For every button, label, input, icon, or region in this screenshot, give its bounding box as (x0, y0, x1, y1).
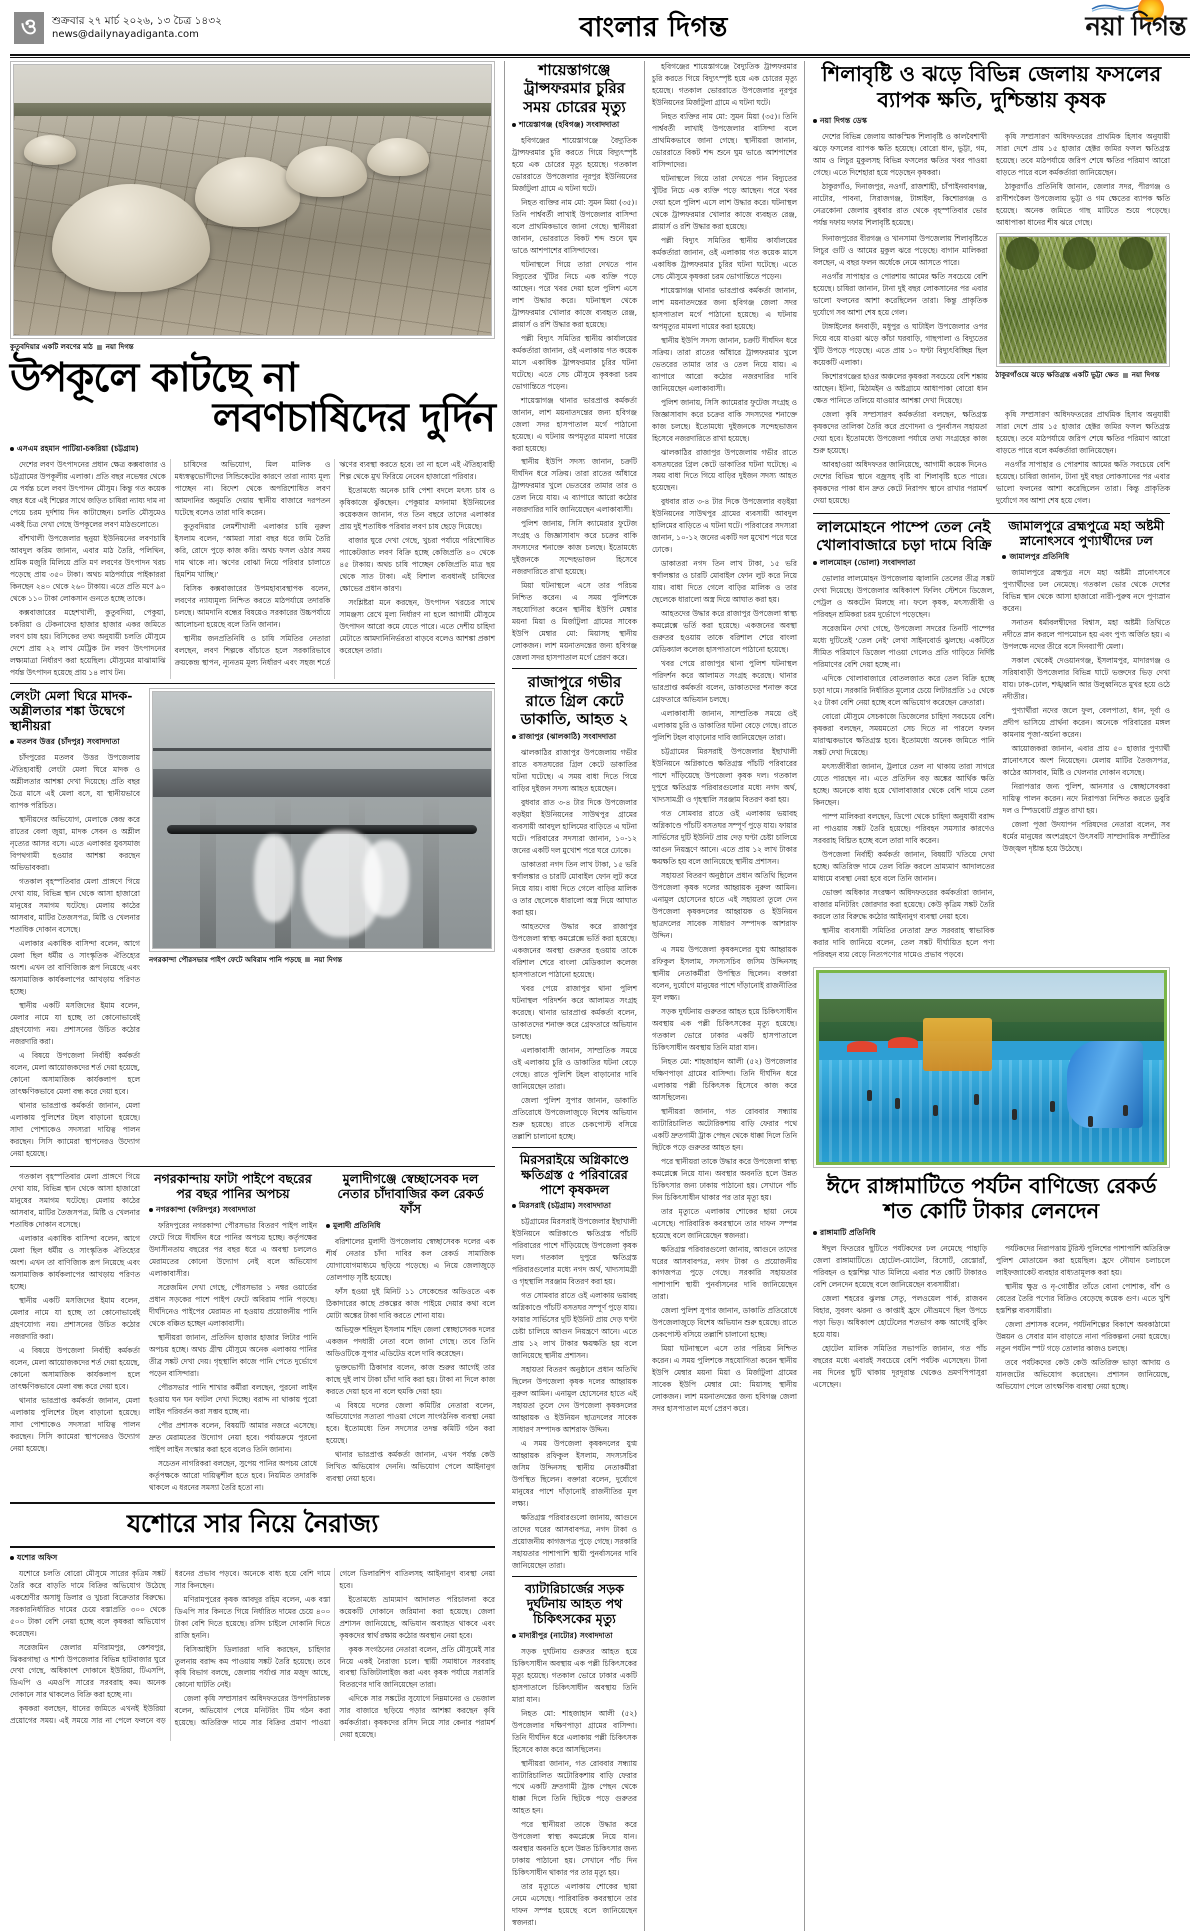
bullet-icon (512, 1634, 516, 1638)
paper-name: নয়া দিগন্ত (1085, 12, 1186, 42)
bullet-icon (10, 1556, 14, 1560)
photo-water-slide (1067, 1041, 1143, 1128)
photo-play-structure (923, 1018, 992, 1071)
paragraph: বরিশালের মুলাদী উপজেলায় স্বেচ্ছাসেবক দলের এক শীর্ষ নেতার চাঁদা দাবির কল রেকর্ড সামাজিক যোগাযোগমাধ্যমে ছড়িয়ে পড়েছে। এ নিয়ে জেলাজুড়ে তোলপাড় সৃষ্টি হয়েছে। (326, 1236, 495, 1282)
lalmohan-story (813, 518, 994, 963)
paragraph: পরে স্থানীয়রা তাকে উদ্ধার করে উপজেলা স্বাস্থ্য কমপ্লেক্সে নিয়ে যান। অবস্থার অবনতি হলে উন্নত চিকিৎসার জন্য ঢাকায় পাঠানো হয়। সেখানে পাঁচ দিন চিকিৎসাধীন থাকার পর তার মৃত্যু হয়। (652, 1156, 797, 1202)
caption-text: কুতুবদিয়ার একটি লবণের মাঠ (10, 343, 93, 351)
paragraph: বিসিআইসি ডিলাররা দাবি করছেন, চাহিদার তুলনায় বরাদ্দ কম পাওয়ায় সঙ্কট তৈরি হয়েছে। তবে কৃষি বিভাগ বলছে, জেলায় পর্যাপ্ত সার মজুদ আছে, কোনো ঘাটতি নেই। (174, 1644, 331, 1690)
paragraph: ক্ষতিগ্রস্ত পরিবারগুলো জানায়, আগুনে তাদের ঘরের আসবাবপত্র, নগদ টাকা ও প্রয়োজনীয় কাগজপত্র পুড়ে গেছে। সরকারি সহায়তার পাশাপাশি স্থায়ী পুনর্বাসনের দাবি জানিয়েছেন তারা। (512, 1512, 637, 1570)
bridge-photo-frame (149, 688, 495, 952)
paragraph: সচেতন নাগরিকরা বলছেন, সুপেয় পানির অপচয় রোধে কর্তৃপক্ষকে আরো দায়িত্বশীল হতে হবে। নিয়মিত তদারকি থাকলে এ ধরনের সমস্যা তৈরি হতো না। (149, 1459, 317, 1493)
paragraph: ঠাকুরগাঁও, দিনাজপুর, নওগাঁ, রাজশাহী, চাঁপাইনবাবগঞ্জ, নাটোর, পাবনা, সিরাজগঞ্জ, টাঙ্গাইল, কিশোরগঞ্জ ও নেত্রকোনা জেলায় বুধবার রাত থেকে বৃহস্পতিবার ভোর পর্যন্ত দফায় দফায় শিলাবৃষ্টি হয়েছে। (813, 182, 987, 228)
shayestaganj-headline: শায়েস্তাগঞ্জে ট্রান্সফরমার চুরির সময় চোরের মৃত্যু (523, 61, 626, 116)
paragraph: জামালপুরে ব্রহ্মপুত্র নদে মহা অষ্টমী স্নানোৎসবে পুণ্যার্থীদের ঢল নেমেছে। গতকাল ভোর থেকে দেশের বিভিন্ন স্থান থেকে আসা হাজারো নারী-পুরুষ নদে পুণ্যস্নান করেন। (1002, 568, 1170, 614)
rajapur-dateline (512, 731, 637, 744)
bullet-icon (813, 119, 817, 123)
hailstorm-body-bottom (813, 409, 1170, 509)
caption-credit: নয়া দিগন্ত (1131, 371, 1160, 380)
paragraph: তবে পর্যটকদের কেউ কেউ অতিরিক্ত ভাড়া আদায় ও যানজটের অভিযোগ করেছেন। প্রশাসন জানিয়েছে, অভিযোগ পেলে তাৎক্ষণিক ব্যবস্থা নেয়া হচ্ছে। (996, 1357, 1170, 1391)
paragraph: স্থানীয় একটি মসজিদের ইমাম বলেন, মেলার নামে যা হচ্ছে তা কোনোভাবেই গ্রহণযোগ্য নয়। প্রশাসনের উচিত কঠোর নজরদারি করা। (10, 1001, 140, 1047)
water-pipe-photo (152, 691, 492, 949)
paragraph: নওগাঁর সাপাহার ও পোরশায় আমের ক্ষতি সবচেয়ে বেশি হয়েছে। চাষিরা জানান, টানা দুই বছর লোকসানের পর এবার ভালো ফলনের আশা করেছিলেন তারা। কিন্তু প্রাকৃতিক দুর্যোগে সব আশা শেষ হয়ে গেল। (813, 272, 988, 317)
paragraph: পল্লী বিদ্যুৎ সমিতির স্থানীয় কার্যালয়ের কর্মকর্তারা জানান, ওই এলাকায় গত কয়েক মাসে একাধিক ট্রান্সফরমার চুরির ঘটনা ঘটেছে। এতে সেচ মৌসুমে কৃষকরা চরম ভোগান্তিতে পড়েন। (652, 235, 797, 281)
paragraph: চাষিদের অভিযোগ, মিল মালিক ও মধ্যস্বত্বভোগীদের সিন্ডিকেটের কারণে তারা ন্যায্য মূল্য পাচ্ছেন না। বিদেশ থেকে অপরিশোধিত লবণ আমদানির অনুমতি দেয়ায় স্থানীয় বাজারে দরপতন ঘটেছে বলেও তারা দাবি করেন। (174, 460, 331, 517)
mirsarai-headline: মিরসরাইয়ে অগ্নিকাণ্ডে ক্ষতিগ্রস্ত ৫ পরিবারের পাশে কৃষকদল (519, 1151, 630, 1198)
paragraph: ভোক্তা অধিকার সংরক্ষণ অধিদফতরের কর্মকর্তারা জানান, বাজার মনিটরিং জোরদার করা হয়েছে। কেউ কৃত্রিম সঙ্কট তৈরি করলে তার বিরুদ্ধে কঠোর আইনানুগ ব্যবস্থা নেয়া হবে। (813, 887, 995, 921)
paragraph: মণিরামপুরের কৃষক আবদুর রহিম বলেন, এক বস্তা ডিএপি সার কিনতে গিয়ে নির্ধারিত দামের চেয়ে ৪০০ টাকা বেশি দিতে হয়েছে। রসিদ চাইলে দোকানি দিতে রাজি হননি। (174, 1594, 331, 1640)
paragraph: পল্লী বিদ্যুৎ সমিতির স্থানীয় কার্যালয়ের কর্মকর্তারা জানান, ওই এলাকায় গত কয়েক মাসে একাধিক ট্রান্সফরমার চুরির ঘটনা ঘটেছে। এতে সেচ মৌসুমে কৃষকরা চরম ভোগান্তিতে পড়েন। (512, 333, 637, 391)
lalmohan-headline: লালমোহনে পাম্পে তেল নেই খোলাবাজারে চড়া দামে বিক্রি (816, 517, 992, 555)
paragraph: স্থানীয় ক্ষুদ্র ও নৃ-গোষ্ঠীর তাঁতে বোনা পোশাক, বাঁশ ও বেতের তৈরি পণ্যের বিক্রিও বেড়েছে কয়েক গুণ। এতে খুশি হস্তশিল্প ব্যবসায়ীরা। (996, 1282, 1170, 1315)
bullet-icon (149, 1208, 153, 1212)
rangamati-tourism-photo (816, 970, 1167, 1165)
paragraph: কৃষি সম্প্রসারণ অধিদফতরের প্রাথমিক হিসাব অনুযায়ী সারা দেশে প্রায় ১৫ হাজার হেক্টর জমির ফসল ক্ষতিগ্রস্ত হয়েছে। তবে মাঠপর্যায়ে জরিপ শেষে ক্ষতির পরিমাণ আরো বাড়তে পারে বলে কর্মকর্তারা জানিয়েছেন। (996, 409, 1170, 455)
paragraph: টাঙ্গাইলের ধনবাড়ী, মধুপুর ও ঘাটাইল উপজেলার ওপর দিয়ে বয়ে যাওয়া ঝড়ে কাঁচা ঘরবাড়ি, গাছপালা ও বিদ্যুতের খুঁটি উপড়ে পড়েছে। এতে প্রায় ১০ ঘণ্টা বিদ্যুৎবিচ্ছিন্ন ছিল কয়েকটি এলাকা। (813, 321, 988, 367)
photo-water-pipe (167, 825, 478, 834)
paragraph: এ সময় উপজেলা কৃষকদলের যুগ্ম আহ্বায়ক রফিকুল ইসলাম, সদস্যসচিব জসিম উদ্দিনসহ স্থানীয় নেতাকর্মীরা উপস্থিত ছিলেন। বক্তারা বলেন, দুর্যোগে মানুষের পাশে দাঁড়ানোই রাজনীতির মূল লক্ষ্য। (652, 944, 797, 1002)
paragraph: স্থানীয় ইউপি সদস্য জানান, চক্রটি দীর্ঘদিন ধরে সক্রিয়। তারা রাতের আঁধারে ট্রান্সফরমার খুলে ভেতরের তামার তার ও তেল নিয়ে যায়। এ ব্যাপারে আরো কঠোর নজরদারির দাবি জানিয়েছেন এলাকাবাসী। (652, 335, 797, 393)
paragraph: ঠাকুরগাঁও প্রতিনিধি জানান, জেলার সদর, পীরগঞ্জ ও রাণীশংকৈল উপজেলায় ভুট্টা ও গম ক্ষেতের ব্যাপক ক্ষতি হয়েছে। অনেক জমিতে গাছ মাটিতে শুয়ে পড়েছে। আধাপাকা ধানের শীষ ঝরে গেছে। (996, 182, 1170, 228)
bullet-icon (326, 1224, 330, 1228)
nagarkanda-dateline (149, 1204, 317, 1217)
battery-accident-dateline (512, 1630, 637, 1643)
muladi-body (326, 1236, 495, 1486)
paragraph: জেলা কৃষি সম্প্রসারণ অধিদফতরের উপপরিচালক বলেন, অভিযোগ পেয়ে মনিটরিং টিম গঠন করা হয়েছে। অতিরিক্ত দামে সার বিক্রির প্রমাণ পাওয়া গেলে ডিলারশিপ বাতিলসহ আইনানুগ ব্যবস্থা নেয়া হবে। (174, 1568, 495, 1728)
paragraph: থানার ভারপ্রাপ্ত কর্মকর্তা জানান, মেলা এলাকায় পুলিশের টহল বাড়ানো হয়েছে। সাদা পোশাকেও সদস্যরা দায়িত্ব পালন করছেন। সিসি ক্যামেরা স্থাপনেরও উদ্যোগ নেয়া হয়েছে। (10, 1395, 140, 1453)
photo-person (1012, 1109, 1017, 1120)
paragraph: খবর পেয়ে রাজাপুর থানা পুলিশ ঘটনাস্থল পরিদর্শন করে আলামত সংগ্রহ করেছে। থানার ভারপ্রাপ্ত কর্মকর্তা বলেন, ডাকাতদের শনাক্ত করে গ্রেফতারে অভিযান চলছে। (512, 983, 637, 1041)
hailstorm-headline-line1: শিলাবৃষ্টি ও ঝড়ে বিভিন্ন জেলায় ফসলের (821, 61, 1162, 86)
shayestaganj-body (512, 135, 637, 664)
paragraph: এ বিষয়ে দলের জেলা কমিটির নেতারা বলেন, অভিযোগের সত্যতা পাওয়া গেলে সাংগঠনিক ব্যবস্থা নেয়া হবে। ইতোমধ্যে তিন সদস্যের তদন্ত কমিটি গঠন করা হয়েছে। (326, 1400, 495, 1446)
lead-photo-caption (10, 341, 495, 353)
photo-water-spray (363, 840, 409, 917)
paragraph: বোরো মৌসুমে সেচকাজে ডিজেলের চাহিদা সবচেয়ে বেশি। কৃষকরা বলছেন, সময়মতো সেচ দিতে না পারলে ফলন মারাত্মকভাবে ক্ষতিগ্রস্ত হবে। ইতোমধ্যে অনেক জমিতে পানি সঙ্কট দেখা দিয়েছে। (813, 712, 995, 758)
caption-text: ঠাকুরগাঁওয়ে ঝড়ে ক্ষতিগ্রস্ত একটি ভুট্টা ক্ষেত (995, 371, 1119, 380)
paragraph: স্থানীয় জনপ্রতিনিধি ও চাষি সমিতির নেতারা বলছেন, লবণ শিল্পকে বাঁচাতে হলে সরকারিভাবে ক্রয়কেন্দ্র স্থাপন, ন্যূনতম মূল্য নির্ধারণ এবং সহজ শর্তে ঋণের ব্যবস্থা করতে হবে। তা না হলে এই ঐতিহ্যবাহী শিল্প থেকে মুখ ফিরিয়ে নেবেন হাজারো পরিবার। (174, 460, 495, 667)
paragraph: আহতদের উদ্ধার করে রাজাপুর উপজেলা স্বাস্থ্য কমপ্লেক্সে ভর্তি করা হয়েছে। একজনের অবস্থা গুরুতর হওয়ায় তাকে বরিশাল শেরে বাংলা মেডিক্যাল কলেজ হাসপাতালে পাঠানো হয়েছে। (652, 609, 797, 655)
photo-person (895, 1098, 900, 1109)
paragraph: নিহত মো: শাহজাহান আলী (৫২) উপজেলার দক্ষিণপাড়া গ্রামের বাসিন্দা। তিনি দীর্ঘদিন ধরে এলাকায় পল্লী চিকিৎসক হিসেবে কাজ করে আসছিলেন। (512, 1708, 637, 1754)
paragraph: স্থানীয়রা জানান, প্রতিদিন হাজার হাজার লিটার পানি অপচয় হচ্ছে। অথচ গ্রীষ্ম মৌসুমে অনেক এলাকায় পানির তীব্র সঙ্কট দেখা দেয়। গৃহস্থালি কাজে পানি পেতে দুর্ভোগে পড়েন বাসিন্দারা। (149, 1333, 317, 1379)
paragraph: ঘটনাস্থলে গিয়ে তারা দেখতে পান বিদ্যুতের খুঁটির নিচে এক ব্যক্তি পড়ে আছেন। পরে খবর দেয়া হলে পুলিশ এসে লাশ উদ্ধার করে। ঘটনাস্থল থেকে ট্রান্সফরমার খোলার কাজে ব্যবহৃত রেঞ্জ, প্লায়ার্স ও রশি উদ্ধার করা হয়েছে। (512, 259, 637, 329)
paragraph: বাজার ঘুরে দেখা গেছে, খুচরা পর্যায়ে পরিশোধিত প্যাকেটজাত লবণ বিক্রি হচ্ছে কেজিপ্রতি ৪০ থেকে ৪৫ টাকায়। অথচ চাষি পাচ্ছেন কেজিপ্রতি মাত্র ছয় থেকে সাত টাকা। এই বিশাল ব্যবধানই চাষিদের ক্ষোভের প্রধান কারণ। (339, 535, 495, 593)
paragraph: ঘটনাস্থলে গিয়ে তারা দেখতে পান বিদ্যুতের খুঁটির নিচে এক ব্যক্তি পড়ে আছেন। পরে খবর দেয়া হলে পুলিশ এসে লাশ উদ্ধার করে। ঘটনাস্থল থেকে ট্রান্সফরমার খোলার কাজে ব্যবহৃত রেঞ্জ, প্লায়ার্স ও রশি উদ্ধার করা হয়েছে। (652, 173, 797, 231)
paragraph: মৎস্যজীবীরা জানান, ট্রলারে তেল না থাকায় তারা সাগরে যেতে পারছেন না। এতে প্রতিদিন বড় অঙ্কের আর্থিক ক্ষতি হচ্ছে। অনেকে বাধ্য হয়ে খোলাবাজার থেকে বেশি দামে তেল কিনছেন। (813, 762, 995, 808)
paragraph: ফাঁস হওয়া দুই মিনিট ১১ সেকেন্ডের অডিওতে এক ঠিকাদারের কাছে প্রকল্পের কাজ পাইয়ে দেয়ার কথা বলে মোটা অঙ্কের টাকা দাবি করতে শোনা যায়। (326, 1286, 495, 1320)
lead-body (10, 459, 495, 679)
paragraph: মিয়া ঘটনাস্থলে এসে তার পরিচয় নিশ্চিত করেন। এ সময় পুলিশকে সহযোগিতা করেন স্থানীয় ইউপি মেম্বার ময়না মিয়া ও মির্জাটুলা গ্রামের সাবেক ইউপি মেম্বার মো: মিয়াসহ স্থানীয় লোকজন। লাশ ময়নাতদন্তের জন্য হবিগঞ্জ জেলা সদর হাসপাতাল মর্গে প্রেরণ করে। (652, 1344, 797, 1414)
paragraph: দিনাজপুরের বীরগঞ্জ ও খানসামা উপজেলায় শিলাবৃষ্টিতে লিচুর গুটি ও আমের মুকুল ঝরে পড়েছে। বাগান মালিকরা বলছেন, এ বছর ফলন অর্ধেকে নেমে আসতে পারে। (813, 234, 988, 268)
photo-umbrella (847, 1041, 877, 1052)
divider (512, 668, 637, 669)
paragraph: ডাকাতরা নগদ তিন লাখ টাকা, ১৫ ভরি স্বর্ণালঙ্কার ও চারটি মোবাইল ফোন লুট করে নিয়ে যায়। বাধা দিতে গেলে বাড়ির মালিক ও তার ছেলেকে ধারালো অস্ত্র দিয়ে আঘাত করা হয়। (512, 859, 637, 917)
dateline-text: রাজাপুর (ঝালকাঠি) সংবাদদাতা (519, 732, 617, 742)
dateline-text: শায়েস্তাগঞ্জ (হবিগঞ্জ) সংবাদদাতা (519, 119, 620, 129)
jashore-headline: যশোরে সার নিয়ে নৈরাজ্য (126, 1509, 379, 1539)
paragraph: পৌরসভার পানি শাখার কর্মীরা বলছেন, পুরনো লাইন হওয়ায় ঘন ঘন ফাটল দেখা দিচ্ছে। বরাদ্দ না থাকায় পুরো লাইন পরিবর্তন করা সম্ভব হচ্ছে না। (149, 1383, 317, 1417)
paragraph: বুধবার রাত ৩-৪ টার দিকে উপজেলার বড়ইয়া ইউনিয়নের সাউথপুর গ্রামের ব্যবসায়ী আবদুল হালিমের বাড়িতে এ ঘটনা ঘটে। পরিবারের সদস্যরা জানান, ১০-১২ জনের একটি দল মুখোশ পরে ঘরে ঢোকে। (512, 798, 637, 855)
hailstorm-photo-row (813, 233, 1170, 409)
lead-photo-salt-field (13, 64, 492, 336)
right-two-story-row (813, 518, 1170, 963)
mirsarai-dateline (512, 1200, 637, 1213)
photo-tree (1119, 237, 1152, 270)
paragraph: সরেজমিন দেখা গেছে, পৌরসভার ১ নম্বর ওয়ার্ডের প্রধান সড়কের পাশে পাইপ ফেটে অবিরাম পানি পড়ছে। দীর্ঘদিনেও পাইপের মেরামত না হওয়ায় প্রয়োজনীয় পানি থেকে বঞ্চিত হচ্ছেন এলাকাবাসী। (149, 1283, 317, 1329)
lead-headline-line1: উপকূলে কাটছে না (10, 354, 298, 401)
paragraph: আবহাওয়া অধিদফতর জানিয়েছে, আগামী কয়েক দিনেও দেশের বিভিন্ন স্থানে বজ্রসহ বৃষ্টি বা শিলাবৃষ্টি হতে পারে। কৃষকদের পাকা ধান দ্রুত কেটে নিরাপদ স্থানে রাখার পরামর্শ দেয়া হয়েছে। (813, 459, 987, 505)
paragraph: ভুক্তভোগী ঠিকাদার বলেন, কাজ শুরুর আগেই তার কাছে দুই লাখ টাকা চাঁদা দাবি করা হয়। টাকা না দিলে কাজ করতে দেয়া হবে না বলে হুমকি দেয়া হয়। (326, 1362, 495, 1396)
paragraph: ফরিদপুরের নগরকান্দা পৌরসভার বিতরণ পাইপ লাইন ফেটে গিয়ে দীর্ঘদিন ধরে পানির অপচয় হচ্ছে। কর্তৃপক্ষের উদাসীনতায় বছরের পর বছর ধরে এ অবস্থা চললেও মেরামতের কোনো উদ্যোগ নেই বলে অভিযোগ এলাকাবাসীর। (149, 1221, 317, 1279)
paragraph: পুলিশ জানায়, সিসি ক্যামেরার ফুটেজ সংগ্রহ ও জিজ্ঞাসাবাদ করে চক্রের বাকি সদস্যদের শনাক্তে কাজ চলছে। ইতোমধ্যে দুইজনকে সন্দেহভাজন হিসেবে নজরদারিতে রাখা হয়েছে। (652, 397, 797, 443)
salt-mound (286, 146, 367, 197)
paragraph: তার মৃত্যুতে এলাকায় শোকের ছায়া নেমে এসেছে। পারিবারিক কবরস্থানে তার দাফন সম্পন্ন হয়েছে বলে জানিয়েছেন স্বজনরা। (652, 1206, 797, 1240)
battery-accident-body (512, 1646, 637, 1930)
masthead (10, 0, 1190, 52)
photo-person (1050, 1101, 1055, 1112)
paragraph: ক্ষতিগ্রস্ত পরিবারগুলো জানায়, আগুনে তাদের ঘরের আসবাবপত্র, নগদ টাকা ও প্রয়োজনীয় কাগজপত্র পুড়ে গেছে। সরকারি সহায়তার পাশাপাশি স্থায়ী পুনর্বাসনের দাবি জানিয়েছেন তারা। (652, 1244, 797, 1302)
divider (10, 1166, 495, 1167)
caption-credit: নয়া দিগন্ত (105, 343, 134, 351)
paragraph: স্থানীয় ইউপি সদস্য জানান, চক্রটি দীর্ঘদিন ধরে সক্রিয়। তারা রাতের আঁধারে ট্রান্সফরমার খুলে ভেতরের তামার তার ও তেল নিয়ে যায়। এ ব্যাপারে আরো কঠোর নজরদারির দাবি জানিয়েছেন এলাকাবাসী। (512, 457, 637, 515)
pool-photo-frame (813, 967, 1170, 1168)
bullet-icon (512, 735, 516, 739)
paragraph: ডাকাতরা নগদ তিন লাখ টাকা, ১৫ ভরি স্বর্ণালঙ্কার ও চারটি মোবাইল ফোন লুট করে নিয়ে যায়। বাধা দিতে গেলে বাড়ির মালিক ও তার ছেলেকে ধারালো অস্ত্র দিয়ে আঘাত করা হয়। (652, 559, 797, 605)
photo-umbrella (888, 1037, 918, 1048)
paragraph: স্থানীয়দের অভিযোগ, মেলাকে কেন্দ্র করে রাতের বেলা জুয়া, মাদক সেবন ও অশ্লীল নৃত্যের আসর বসে। এতে এলাকার যুবসমাজ বিপথগামী হওয়ার আশঙ্কা করছেন অভিভাবকরা। (10, 815, 140, 873)
paragraph: গত সোমবার রাতে ওই এলাকায় ভয়াবহ অগ্নিকাণ্ডে পাঁচটি বসতঘর সম্পূর্ণ পুড়ে যায়। ফায়ার সার্ভিসের দুটি ইউনিট প্রায় দেড় ঘণ্টা চেষ্টা চালিয়ে আগুন নিয়ন্ত্রণে আনে। এতে প্রায় ১২ লাখ টাকার ক্ষয়ক্ষতি হয় বলে জানিয়েছে স্থানীয় প্রশাসন। (512, 1291, 637, 1361)
paragraph: সনাতন ধর্মাবলম্বীদের বিশ্বাস, মহা অষ্টমী তিথিতে নদীতে স্নান করলে পাপমোচন হয় এবং পুণ্য অর্জিত হয়। এ উপলক্ষে নদের তীরে বসে দিনব্যাপী মেলা। (1002, 618, 1170, 652)
caption-text: নগরকান্দা পৌরসভার পাইপ ফেটে অবিরাম পানি পড়ছে (149, 955, 302, 964)
paragraph: এলাকাবাসী জানান, সাম্প্রতিক সময়ে ওই এলাকায় চুরি ও ডাকাতির ঘটনা বেড়ে গেছে। রাতে পুলিশি টহল বাড়ানোর দাবি জানিয়েছেন তারা। (652, 709, 797, 743)
caption-separator-icon (1123, 373, 1128, 378)
mirsarai-body (512, 1216, 637, 1572)
divider (512, 1576, 637, 1577)
photo-tree (1063, 237, 1096, 270)
rangamati-headline-line2: শত কোটি টাকার লেনদেন (883, 1198, 1100, 1224)
paragraph: সরেজমিন জেলার মণিরামপুর, কেশবপুর, ঝিকরগাছা ও শার্শা উপজেলার বিভিন্ন হাটবাজার ঘুরে দেখা গেছে, অধিকাংশ দোকানে ইউরিয়া, টিএসপি, ডিএপি ও এমওপি সারের সরবরাহ কম। অনেক দোকানে সার থাকলেও বিক্রি করা হচ্ছে না। (10, 1642, 166, 1700)
nagarkanda-story (149, 1171, 317, 1496)
paragraph: গত সোমবার রাতে ওই এলাকায় ভয়াবহ অগ্নিকাণ্ডে পাঁচটি বসতঘর সম্পূর্ণ পুড়ে যায়। ফায়ার সার্ভিসের দুটি ইউনিট প্রায় দেড় ঘণ্টা চেষ্টা চালিয়ে আগুন নিয়ন্ত্রণে আনে। এতে প্রায় ১২ লাখ টাকার ক্ষয়ক্ষতি হয় বলে জানিয়েছে স্থানীয় প্রশাসন। (652, 809, 797, 866)
paragraph: পৌর প্রশাসক বলেন, বিষয়টি আমার নজরে এসেছে। দ্রুত মেরামতের উদ্যোগ নেয়া হবে। পর্যায়ক্রমে পুরনো পাইপ লাইন সংস্কার করা হবে বলেও তিনি জানান। (149, 1421, 317, 1455)
paragraph: জেলা পুলিশ সুপার জানান, ডাকাতি প্রতিরোধে উপজেলাজুড়ে বিশেষ অভিযান শুরু হয়েছে। রাতে চেকপোস্ট বসিয়ে তল্লাশি চালানো হচ্ছে। (652, 1306, 797, 1340)
paragraph: গতকাল বৃহস্পতিবার মেলা প্রাঙ্গণে গিয়ে দেখা যায়, বিভিন্ন স্থান থেকে আসা হাজারো মানুষের সমাগম ঘটেছে। মেলায় কাঠের আসবাব, মাটির তৈজসপত্র, মিষ্টি ও খেলনার শতাধিক দোকান বসেছে। (10, 1171, 140, 1229)
dateline-text: যশোর অফিস (17, 1552, 58, 1562)
paragraph: যশোরে চলতি বোরো মৌসুমে সারের কৃত্রিম সঙ্কট তৈরি করে বাড়তি দামে বিক্রির অভিযোগ উঠেছে একশ্রেণীর অসাধু ডিলার ও খুচরা বিক্রেতার বিরুদ্ধে। সরকারনির্ধারিত দামের চেয়ে বস্তাপ্রতি ৩০০ থেকে ৫০০ টাকা বেশি নেয়া হচ্ছে বলে কৃষকরা অভিযোগ করেছেন। (10, 1568, 166, 1638)
paragraph: ইতোমধ্যে ভ্রাম্যমাণ আদালত পরিচালনা করে কয়েকটি দোকানে জরিমানা করা হয়েছে। জেলা প্রশাসন জানিয়েছে, অভিযান অব্যাহত থাকবে এবং কৃষকদের স্বার্থ রক্ষায় কঠোর অবস্থান নেয়া হবে। (339, 1594, 495, 1640)
photo-tree (1006, 237, 1039, 270)
paragraph: চট্টগ্রামের মিরসরাই উপজেলার ইছাখালী ইউনিয়নে অগ্নিকাণ্ডে ক্ষতিগ্রস্ত পাঁচটি পরিবারের পাশে দাঁড়িয়েছে উপজেলা কৃষক দল। গতকাল দুপুরে ক্ষতিগ্রস্ত পরিবারগুলোর মধ্যে নগদ অর্থ, খাদ্যসামগ্রী ও গৃহস্থালি সরঞ্জাম বিতরণ করা হয়। (652, 747, 797, 805)
masthead-rule-thin (10, 57, 1190, 58)
paragraph: কিশোরগঞ্জের হাওর অঞ্চলের কৃষকরা সবচেয়ে বেশি শঙ্কায় আছেন। ইটনা, মিঠামইন ও অষ্টগ্রামে আধাপাকা বোরো ধান ক্ষেত পানিতে তলিয়ে যাওয়ার আশঙ্কা দেখা দিয়েছে। (813, 371, 988, 405)
nagarkanda-body (149, 1220, 317, 1494)
paragraph: বুধবার রাত ৩-৪ টার দিকে উপজেলার বড়ইয়া ইউনিয়নের সাউথপুর গ্রামের ব্যবসায়ী আবদুল হালিমের বাড়িতে এ ঘটনা ঘটে। পরিবারের সদস্যরা জানান, ১০-১২ জনের একটি দল মুখোশ পরে ঘরে ঢোকে। (652, 497, 797, 555)
rangamati-body (813, 1243, 1170, 1394)
paragraph: দেশের বিভিন্ন জেলায় আকস্মিক শিলাবৃষ্টি ও কালবৈশাখী ঝড়ে ফসলের ব্যাপক ক্ষতি হয়েছে। বোরো ধান, ভুট্টা, গম, আম ও লিচুর মুকুলসহ বিভিন্ন ফসলের ক্ষতির খবর পাওয়া গেছে। এতে দিশেহারা হয়ে পড়েছেন কৃষকরা। (813, 132, 987, 178)
paragraph: নিহত ব্যক্তির নাম মো: সুমন মিয়া (৩৫)। তিনি পার্শ্ববর্তী লাখাই উপজেলার বাসিন্দা বলে প্রাথমিকভাবে জানা গেছে। স্থানীয়রা জানান, ভোররাতে বিকট শব্দ শুনে ঘুম ভাঙে আশপাশের বাসিন্দাদের। (652, 111, 797, 169)
publication-mark-icon: ও (14, 12, 44, 44)
damaged-crop-photo (999, 236, 1168, 364)
lalmohan-body (813, 573, 994, 961)
hailstorm-body-left (813, 233, 988, 407)
paragraph: কক্সবাজারের মহেশখালী, কুতুবদিয়া, পেকুয়া, চকরিয়া ও টেকনাফের হাজার হাজার একর জমিতে লবণ চাষ হয়। বিসিকের তথ্য অনুযায়ী চলতি মৌসুমে দেশে প্রায় ২২ লাখ মেট্রিক টন লবণ উৎপাদনের লক্ষ্যমাত্রা নির্ধারণ করা হয়েছিল। মৌসুমের মাঝামাঝি পর্যন্ত উৎপাদন হয়েছে প্রায় ১৪ লাখ টন। (10, 607, 166, 677)
paragraph: থানার ভারপ্রাপ্ত কর্মকর্তা জানান, মেলা এলাকায় পুলিশের টহল বাড়ানো হয়েছে। সাদা পোশাকেও সদস্যরা দায়িত্ব পালন করছেন। সিসি ক্যামেরা স্থাপনেরও উদ্যোগ নেয়া হয়েছে। (10, 1101, 140, 1158)
caption-separator-icon (305, 957, 310, 962)
shayestaganj-dateline (512, 119, 637, 132)
photo-treeline (819, 999, 1164, 1041)
spacer-column (10, 1171, 140, 1496)
lengta-mela-continued (10, 1171, 140, 1455)
lead-byline (10, 443, 495, 456)
bottom-left-substories (10, 1171, 495, 1496)
paragraph: শায়েস্তাগঞ্জ থানার ভারপ্রাপ্ত কর্মকর্তা জানান, লাশ ময়নাতদন্তের জন্য হবিগঞ্জ জেলা সদর হাসপাতাল মর্গে পাঠানো হয়েছে। এ ঘটনায় অপমৃত্যুর মামলা দায়ের করা হয়েছে। (512, 395, 637, 453)
paragraph: কৃষক সংগঠনের নেতারা বলেন, প্রতি মৌসুমেই সার নিয়ে একই নৈরাজ্য চলে। স্থায়ী সমাধানে সরবরাহ ব্যবস্থা ডিজিটালাইজ করা এবং কৃষক পর্যায়ে সরাসরি বিতরণের দাবি জানিয়েছেন তারা। (339, 1644, 495, 1690)
paragraph: নওগাঁর সাপাহার ও পোরশায় আমের ক্ষতি সবচেয়ে বেশি হয়েছে। চাষিরা জানান, টানা দুই বছর লোকসানের পর এবার ভালো ফলনের আশা করেছিলেন তারা। কিন্তু প্রাকৃতিক দুর্যোগে সব আশা শেষ হয়ে গেল। (996, 459, 1170, 505)
muladi-story (326, 1171, 495, 1496)
paragraph: এলাকাবাসী জানান, সাম্প্রতিক সময়ে ওই এলাকায় চুরি ও ডাকাতির ঘটনা বেড়ে গেছে। রাতে পুলিশি টহল বাড়ানোর দাবি জানিয়েছেন তারা। (512, 1045, 637, 1091)
photo-treeline (14, 103, 491, 117)
paragraph: হবিগঞ্জের শায়েস্তাগঞ্জে বৈদ্যুতিক ট্রান্সফরমার চুরি করতে গিয়ে বিদ্যুৎস্পৃষ্ট হয়ে এক চোরের মৃত্যু হয়েছে। গতকাল ভোররাতে উপজেলার নূরপুর ইউনিয়নের মির্জাটুলা গ্রামে এ ঘটনা ঘটে। (512, 135, 637, 193)
paragraph: পুণ্যার্থীরা নদের জলে ফুল, বেলপাতা, ধান, দূর্বা ও প্রদীপ ভাসিয়ে প্রার্থনা করেন। অনেকে পরিবারের মঙ্গল কামনায় পূজা-অর্চনা করেন। (1002, 706, 1170, 740)
muladi-dateline (326, 1220, 495, 1233)
paragraph: ঝালকাঠির রাজাপুর উপজেলায় গভীর রাতে বসতঘরের গ্রিল কেটে ডাকাতির ঘটনা ঘটেছে। এ সময় বাধা দিতে গিয়ে বাড়ির দুইজন সদস্য আহত হয়েছেন। (512, 748, 637, 794)
paragraph: ঝালকাঠির রাজাপুর উপজেলায় গভীর রাতে বসতঘরের গ্রিল কেটে ডাকাতির ঘটনা ঘটেছে। এ সময় বাধা দিতে গিয়ে বাড়ির দুইজন সদস্য আহত হয়েছেন। (652, 447, 797, 493)
paragraph: স্থানীয়রা জানান, গত রোববার সন্ধ্যায় ব্যাটারিচালিত অটোরিকশায় বাড়ি ফেরার পথে একটি দ্রুতগামী ট্রাক পেছন থেকে ধাক্কা দিলে তিনি ছিটকে পড়ে গুরুতর আহত হন। (512, 1758, 637, 1816)
col3-filler-top (652, 61, 797, 1415)
paragraph: চট্টগ্রামের মিরসরাই উপজেলার ইছাখালী ইউনিয়নে অগ্নিকাণ্ডে ক্ষতিগ্রস্ত পাঁচটি পরিবারের পাশে দাঁড়িয়েছে উপজেলা কৃষক দল। গতকাল দুপুরে ক্ষতিগ্রস্ত পরিবারগুলোর মধ্যে নগদ অর্থ, খাদ্যসামগ্রী ও গৃহস্থালি সরঞ্জাম বিতরণ করা হয়। (512, 1217, 637, 1287)
paragraph: স্থানীয় ব্যবসায়ী সমিতির নেতারা দ্রুত সরবরাহ স্বাভাবিক করার দাবি জানিয়ে বলেন, তেল সঙ্কট দীর্ঘায়িত হলে পণ্য পরিবহন ব্যয় বেড়ে নিত্যপণ্যের দামেও প্রভাব পড়বে। (813, 925, 995, 959)
battery-accident-headline: ব্যাটারিচার্জের সড়ক দুর্ঘটনায় আহত পথ চিকিৎসকের মৃত্যু (525, 1580, 624, 1627)
nagarkanda-headline: নগরকান্দায় ফাটা পাইপে বছরের পর বছর পানির অপচয় (154, 1170, 312, 1202)
lalmohan-dateline (813, 557, 994, 570)
paragraph: জেলা কৃষি সম্প্রসারণ কর্মকর্তারা বলছেন, ক্ষতিগ্রস্ত কৃষকদের তালিকা তৈরি করে প্রণোদনা ও পুনর্বাসন সহায়তা দেয়া হবে। ইতোমধ্যে উপজেলা পর্যায়ে তথ্য সংগ্রহের কাজ শুরু হয়েছে। (813, 409, 987, 455)
column-right (805, 61, 1170, 1931)
dateline-text: নগরকান্দা (ফরিদপুর) সংবাদদাতা (156, 1205, 256, 1215)
paragraph: সহায়তা বিতরণ অনুষ্ঠানে প্রধান অতিথি ছিলেন উপজেলা কৃষক দলের আহ্বায়ক নুরুল আমিন। এনামুল হোসেনের হাতে এই সহায়তা তুলে দেন উপজেলা কৃষকদলের আহ্বায়ক ও ইউনিয়ন ছাত্রদলের সাবেক সাধারণ সম্পাদক আশরাফ উদ্দিন। (652, 870, 797, 940)
rajapur-headline: রাজাপুরে গভীর রাতে গ্রিল কেটে ডাকাতি, আহত ২ (520, 673, 629, 728)
paragraph: জেলা পুলিশ সুপার জানান, ডাকাতি প্রতিরোধে উপজেলাজুড়ে বিশেষ অভিযান শুরু হয়েছে। রাতে চেকপোস্ট বসিয়ে তল্লাশি চালানো হচ্ছে। (512, 1095, 637, 1141)
paragraph: গতকাল বৃহস্পতিবার মেলা প্রাঙ্গণে গিয়ে দেখা যায়, বিভিন্ন স্থান থেকে আসা হাজারো মানুষের সমাগম ঘটেছে। মেলায় কাঠের আসবাব, মাটির তৈজসপত্র, মিষ্টি ও খেলনার শতাধিক দোকান বসেছে। (10, 877, 140, 935)
bullet-icon (512, 123, 516, 127)
bullet-icon (10, 740, 14, 744)
paragraph: জেলা প্রশাসক বলেন, পর্যটনশিল্পের বিকাশে অবকাঠামো উন্নয়ন ও সেবার মান বাড়াতে নানা পরিকল্পনা নেয়া হয়েছে। নতুন পর্যটন স্পট গড়ে তোলার কাজও চলছে। (996, 1319, 1170, 1353)
jashore-body (10, 1568, 495, 1742)
jamalpur-body (1002, 567, 1170, 855)
bullet-icon (813, 1231, 817, 1235)
photo-water-spray (254, 835, 294, 922)
contact-email: news@dailynayadiganta.com (52, 29, 199, 41)
photo-sky (14, 65, 491, 108)
paragraph: এ সময় উপজেলা কৃষকদলের যুগ্ম আহ্বায়ক রফিকুল ইসলাম, সদস্যসচিব জসিম উদ্দিনসহ স্থানীয় নেতাকর্মীরা উপস্থিত ছিলেন। বক্তারা বলেন, দুর্যোগে মানুষের পাশে দাঁড়ানোই রাজনীতির মূল লক্ষ্য। (512, 1439, 637, 1508)
paragraph: এ বিষয়ে উপজেলা নির্বাহী কর্মকর্তা বলেন, মেলা আয়োজকদের শর্ত দেয়া হয়েছে, কোনো অসামাজিক কার্যকলাপ হলে তাৎক্ষণিকভাবে মেলা বন্ধ করে দেয়া হবে। (10, 1051, 140, 1097)
lead-photo-frame (10, 61, 495, 339)
paragraph: কৃষি সম্প্রসারণ অধিদফতরের প্রাথমিক হিসাব অনুযায়ী সারা দেশে প্রায় ১৫ হাজার হেক্টর জমির ফসল ক্ষতিগ্রস্ত হয়েছে। তবে মাঠপর্যায়ে জরিপ শেষে ক্ষতির পরিমাণ আরো বাড়তে পারে বলে কর্মকর্তারা জানিয়েছেন। (996, 132, 1170, 178)
paragraph: চাঁদপুরের মতলব উত্তর উপজেলায় ঐতিহ্যবাহী লেংটা মেলা ঘিরে মাদক ও অশ্লীলতার আশঙ্কা দেখা দিয়েছে। প্রতি বছর চৈত্র মাসে এই মেলা বসে, যা স্থানীয়ভাবে ব্যাপক পরিচিত। (10, 753, 140, 811)
divider (512, 1147, 637, 1148)
jamalpur-dateline (1002, 551, 1170, 564)
photo-bridge-rail (153, 748, 491, 751)
lengta-mela-dateline (10, 736, 140, 749)
masthead-logo (1086, 6, 1186, 50)
hailstorm-left-text (813, 233, 988, 409)
paragraph: এলাকার একাধিক বাসিন্দা বলেন, আগে মেলা ছিল ধর্মীয় ও সাংস্কৃতিক ঐতিহ্যের অংশ। এখন তা বাণিজ্যিক রূপ নিয়েছে এবং অসামাজিক কার্যকলাপের আখড়ায় পরিণত হচ্ছে। (10, 1233, 140, 1291)
photo-person (1123, 1105, 1128, 1116)
paragraph: ইতোমধ্যে অনেক চাষি পেশা বদলে মৎস্য চাষ ও কৃষিকাজে ঝুঁকছেন। পেকুয়ার মগনামা ইউনিয়নের কয়েকজন জানান, গত তিন বছরে তাদের এলাকার প্রায় দুই শতাধিক পরিবার লবণ চাষ ছেড়ে দিয়েছে। (339, 485, 495, 531)
paragraph: এ বিষয়ে উপজেলা নির্বাহী কর্মকর্তা বলেন, মেলা আয়োজকদের শর্ত দেয়া হয়েছে, কোনো অসামাজিক কার্যকলাপ হলে তাৎক্ষণিকভাবে মেলা বন্ধ করে দেয়া হবে। (10, 1345, 140, 1391)
paragraph: এদিকে সার সঙ্কটের সুযোগে নিম্নমানের ও ভেজাল সার বাজারে ছড়িয়ে পড়ার আশঙ্কা করছেন কৃষি কর্মকর্তারা। কৃষকদের রসিদ নিয়ে সার কেনার পরামর্শ দেয়া হয়েছে। (339, 1694, 495, 1740)
section-title: বাংলার দিগন্ত (579, 11, 728, 43)
photo-person (1088, 1116, 1093, 1127)
paragraph: নিহত ব্যক্তির নাম মো: সুমন মিয়া (৩৫)। তিনি পার্শ্ববর্তী লাখাই উপজেলার বাসিন্দা বলে প্রাথমিকভাবে জানা গেছে। স্থানীয়রা জানান, ভোররাতে বিকট শব্দ শুনে ঘুম ভাঙে আশপাশের বাসিন্দাদের। (512, 197, 637, 255)
masthead-left (14, 12, 222, 44)
paragraph: নিহত মো: শাহজাহান আলী (৫২) উপজেলার দক্ষিণপাড়া গ্রামের বাসিন্দা। তিনি দীর্ঘদিন ধরে এলাকায় পল্লী চিকিৎসক হিসেবে কাজ করে আসছিলেন। (652, 1056, 797, 1102)
salt-mound (367, 138, 429, 176)
caption-separator-icon (97, 345, 102, 350)
paragraph: পর্যটকদের নিরাপত্তায় টুরিস্ট পুলিশের পাশাপাশি অতিরিক্ত পুলিশ মোতায়েন করা হয়েছিল। হ্রদে নৌযান চলাচলে লাইফজ্যাকেট ব্যবহার বাধ্যতামূলক করা হয়। (996, 1244, 1170, 1278)
paragraph: খবর পেয়ে রাজাপুর থানা পুলিশ ঘটনাস্থল পরিদর্শন করে আলামত সংগ্রহ করেছে। থানার ভারপ্রাপ্ত কর্মকর্তা বলেন, ডাকাতদের শনাক্ত করে গ্রেফতারে অভিযান চলছে। (652, 659, 797, 705)
column-three (645, 61, 805, 1931)
photo-bridge-deck (153, 769, 491, 797)
rajapur-body (512, 747, 637, 1143)
photo-person (974, 1094, 979, 1105)
dateline-text: লালমোহন (ভোলা) সংবাদদাতা (820, 558, 916, 568)
paragraph: ঈদুল ফিতরের ছুটিতে পর্যটকদের ঢল নেমেছে পাহাড়ি জেলা রাঙ্গামাটিতে। হোটেল-মোটেল, রিসোর্ট, রেস্তোরাঁ, পরিবহন ও হস্তশিল্প খাত মিলিয়ে এবার শত কোটি টাকারও বেশি লেনদেন হয়েছে বলে জানিয়েছেন ব্যবসায়ীরা। (813, 1244, 987, 1290)
divider (10, 683, 495, 684)
byline-text: এসএম রহমান পাটিয়া-চকরিয়া (চট্টগ্রাম) (17, 444, 139, 453)
muladi-headline: মুলাদীগঞ্জে স্বেচ্ছাসেবক দল নেতার চাঁদাবাজির কল রেকর্ড ফাঁস (337, 1170, 484, 1217)
lengta-mela-headline: লেংটা মেলা ঘিরে মাদক-অশ্লীলতার শঙ্কা উদ্বেগে স্থানীয়রা (10, 687, 133, 734)
paragraph: কৃষকরা বলছেন, ধানের জমিতে এখনই ইউরিয়া প্রয়োগের সময়। এই সময়ে সার না পেলে ফলনে বড় ধরনের প্রভাব পড়বে। অনেকে বাধ্য হয়ে বেশি দামে সার কিনছেন। (10, 1568, 331, 1726)
paragraph: সড়ক দুর্ঘটনায় গুরুতর আহত হয়ে চিকিৎসাধীন অবস্থায় এক পল্লী চিকিৎসকের মৃত্যু হয়েছে। গতকাল ভোরে ঢাকার একটি হাসপাতালে চিকিৎসাধীন অবস্থায় তিনি মারা যান। (512, 1646, 637, 1704)
jashore-dateline (10, 1552, 495, 1565)
rangamati-dateline (813, 1227, 1170, 1240)
paragraph: হোটেল মালিক সমিতির সভাপতি জানান, গত পাঁচ বছরের মধ্যে এবারই সবচেয়ে বেশি পর্যটক এসেছেন। টানা নয় দিনের ছুটি থাকায় দূরদূরান্ত থেকেও ভ্রমণপিপাসুরা এসেছেন। (813, 1343, 987, 1389)
bullet-icon (512, 1204, 516, 1208)
photo-person (867, 1090, 872, 1101)
photo-pier (200, 799, 216, 947)
paragraph: সংশ্লিষ্টরা মনে করছেন, উৎপাদন খরচের সাথে সামঞ্জস্য রেখে মূল্য নির্ধারণ না হলে আগামী মৌসুমে উৎপাদন আরো কমে যেতে পারে। এতে দেশীয় চাহিদা মেটাতে আমদানিনির্ভরতা বাড়বে বলেও আশঙ্কা প্রকাশ করেছেন তারা। (339, 597, 495, 655)
caption-credit: নয়া দিগন্ত (314, 955, 343, 964)
paragraph: পাম্প মালিকরা বলছেন, ডিপো থেকে চাহিদা অনুযায়ী বরাদ্দ না পাওয়ায় সঙ্কট তৈরি হয়েছে। পরিবহন সমস্যার কারণেও সরবরাহ বিঘ্নিত হচ্ছে বলে তারা দাবি করেন। (813, 812, 995, 846)
hailstorm-headline-line2: ব্যাপক ক্ষতি, দুশ্চিন্তায় কৃষক (877, 86, 1106, 112)
paragraph: আয়োজকরা জানান, এবার প্রায় ৫০ হাজার পুণ্যার্থী স্নানোৎসবে অংশ নিয়েছেন। মেলায় মাটির তৈজসপত্র, কাঠের আসবাব, মিষ্টি ও খেলনার দোকান বসেছে। (1002, 744, 1170, 777)
paragraph: সরেজমিন দেখা গেছে, উপজেলা সদরের তিনটি পাম্পের মধ্যে দুটিতেই ‘তেল নেই’ লেখা সাইনবোর্ড ঝুলছে। একটিতে সীমিত পরিমাণে ডিজেল পাওয়া গেলেও প্রতি গাড়িতে নির্দিষ্ট পরিমাণের বেশি দেয়া হচ্ছে না। (813, 624, 995, 670)
bullet-icon (813, 561, 817, 565)
bullet-icon (1002, 555, 1006, 559)
dateline-text: মাদারীপুর (নাটোর) সংবাদদাতা (519, 1630, 613, 1640)
paragraph: থানার ভারপ্রাপ্ত কর্মকর্তা জানান, এখন পর্যন্ত কেউ লিখিত অভিযোগ দেননি। অভিযোগ পেলে আইনানুগ ব্যবস্থা নেয়া হবে। (326, 1450, 495, 1484)
paragraph: দেশের লবণ উৎপাদনের প্রধান ক্ষেত্র কক্সবাজার ও চট্টগ্রামের উপকূলীয় এলাকা। প্রতি বছর নভেম্বর থেকে মে পর্যন্ত চলে লবণ উৎপাদন মৌসুম। কিন্তু গত কয়েক বছর ধরে এই শিল্পের সাথে জড়িত চাষিরা ন্যায্য দাম না পেয়ে চরম দুর্দশায় দিন কাটাচ্ছেন। চলতি মৌসুমেও একই চিত্র দেখা গেছে উপকূলের লবণ মাঠগুলোতে। (10, 460, 166, 529)
dateline-text: রাঙ্গামাটি প্রতিনিধি (820, 1228, 876, 1238)
paragraph: হবিগঞ্জের শায়েস্তাগঞ্জে বৈদ্যুতিক ট্রান্সফরমার চুরি করতে গিয়ে বিদ্যুৎস্পৃষ্ট হয়ে এক চোরের মৃত্যু হয়েছে। গতকাল ভোররাতে উপজেলার নূরপুর ইউনিয়নের মির্জাটুলা গ্রামে এ ঘটনা ঘটে। (652, 62, 797, 107)
bottom-left-row (10, 688, 495, 1162)
photo-person (933, 1105, 938, 1116)
lead-headline-line2: লবণচাষিদের দুর্দিন (212, 394, 495, 441)
column-lead (10, 61, 505, 1931)
jamalpur-headline: জামালপুরে ব্রহ্মপুত্রে মহা অষ্টমী স্নানোৎসবে পুণ্যার্থীদের ঢল (1008, 517, 1165, 548)
paragraph: স্থানীয় একটি মসজিদের ইমাম বলেন, মেলার নামে যা হচ্ছে তা কোনোভাবেই গ্রহণযোগ্য নয়। প্রশাসনের উচিত কঠোর নজরদারি করা। (10, 1295, 140, 1341)
paragraph: বাঁশখালী উপজেলার ছনুয়া ইউনিয়নের লবণচাষি আবদুল করিম জানান, এবার মাঠ তৈরি, পলিথিন, শ্রমিক মজুরি মিলিয়ে প্রতি মণ লবণের উৎপাদন খরচ পড়েছে প্রায় ৩৫০ টাকা। অথচ মাঠপর্যায়ে পাইকাররা কিনছেন ২৪০ থেকে ২৬০ টাকায়। এতে প্রতি মণে ৯০ থেকে ১১০ টাকা লোকসান গুনতে হচ্ছে তাকে। (10, 533, 166, 603)
dateline-text: জামালপুর প্রতিনিধি (1009, 552, 1070, 562)
paragraph: জেলা পূজা উদযাপন পরিষদের নেতারা বলেন, সব ধর্মের মানুষের অংশগ্রহণে উৎসবটি সাম্প্রদায়িক সম্প্রীতির উজ্জ্বল দৃষ্টান্ত হয়ে উঠেছে। (1002, 819, 1170, 853)
paragraph: তার মৃত্যুতে এলাকায় শোকের ছায়া নেমে এসেছে। পারিবারিক কবরস্থানে তার দাফন সম্পন্ন হয়েছে বলে জানিয়েছেন স্বজনরা। (512, 1882, 637, 1928)
publication-date: শুক্রবার ২৭ মার্চ ২০২৬, ১৩ চৈত্র ১৪৩২ (52, 15, 222, 28)
salt-mound (24, 135, 76, 165)
bridge-photo-block (149, 688, 495, 1162)
paragraph: কুতুবদিয়ার লেমশীখালী এলাকার চাষি নুরুল ইসলাম বলেন, ‘আমরা সারা বছর ধরে জমি তৈরি করি, রোদে পুড়ে কাজ করি। অথচ ফসল ওঠার সময় দাম থাকে না। ঋণের বোঝা নিয়ে পরিবার চালাতে হিমশিম খাচ্ছি।’ (174, 521, 331, 579)
bridge-photo-caption (149, 954, 495, 966)
page-grid (10, 61, 1190, 1931)
dateline-text: নয়া দিগন্ত ডেস্ক (820, 116, 868, 126)
crop-photo-frame (996, 233, 1171, 367)
jamalpur-story (1002, 518, 1170, 963)
crop-photo-caption (996, 369, 1171, 381)
paragraph: বিসিক কক্সবাজারের উপমহাব্যবস্থাপক বলেন, লবণের ন্যায্যমূল্য নিশ্চিত করতে মাঠপর্যায়ে তদারকি চলছে। আমদানি বন্ধের বিষয়েও সরকারের উচ্চপর্যায়ে আলোচনা হয়েছে বলে তিনি জানান। (174, 583, 331, 629)
masthead-rule (10, 54, 1190, 56)
hailstorm-body-top (813, 131, 1170, 231)
paragraph: ভোলার লালমোহন উপজেলায় জ্বালানি তেলের তীব্র সঙ্কট দেখা দিয়েছে। উপজেলার অধিকাংশ ফিলিং স্টেশনে ডিজেল, পেট্রল ও অকটেন মিলছে না। ফলে কৃষক, মৎস্যজীবী ও পরিবহন শ্রমিকরা চরম দুর্ভোগে পড়েছেন। (813, 574, 995, 620)
lengta-mela-body (10, 752, 140, 1159)
lengta-mela-story (10, 688, 140, 1162)
column-two (505, 61, 645, 1931)
paragraph: স্থানীয়রা জানান, গত রোববার সন্ধ্যায় ব্যাটারিচালিত অটোরিকশায় বাড়ি ফেরার পথে একটি দ্রুতগামী ট্রাক পেছন থেকে ধাক্কা দিলে তিনি ছিটকে পড়ে গুরুতর আহত হন। (652, 1106, 797, 1152)
photo-pier (423, 799, 439, 947)
hailstorm-photo-block (996, 233, 1171, 409)
paragraph: অভিযুক্ত শহিদুল ইসলাম শহিদ জেলা স্বেচ্ছাসেবক দলের একজন পদধারী নেতা বলে জানা গেছে। তবে তিনি অডিওটিকে সুপার এডিটেড বলে দাবি করেছেন। (326, 1324, 495, 1358)
paragraph: সড়ক দুর্ঘটনায় গুরুতর আহত হয়ে চিকিৎসাধীন অবস্থায় এক পল্লী চিকিৎসকের মৃত্যু হয়েছে। গতকাল ভোরে ঢাকার একটি হাসপাতালে চিকিৎসাধীন অবস্থায় তিনি মারা যান। (652, 1006, 797, 1052)
paragraph: এলাকার একাধিক বাসিন্দা বলেন, আগে মেলা ছিল ধর্মীয় ও সাংস্কৃতিক ঐতিহ্যের অংশ। এখন তা বাণিজ্যিক রূপ নিয়েছে এবং অসামাজিক কার্যকলাপের আখড়ায় পরিণত হচ্ছে। (10, 939, 140, 997)
masthead-dateblock (52, 14, 222, 42)
paragraph: পরে স্থানীয়রা তাকে উদ্ধার করে উপজেলা স্বাস্থ্য কমপ্লেক্সে নিয়ে যান। অবস্থার অবনতি হলে উন্নত চিকিৎসার জন্য ঢাকায় পাঠানো হয়। সেখানে পাঁচ দিন চিকিৎসাধীন থাকার পর তার মৃত্যু হয়। (512, 1820, 637, 1878)
paragraph: সকাল থেকেই দেওয়ানগঞ্জ, ইসলামপুর, মাদারগঞ্জ ও সরিষাবাড়ী উপজেলার বিভিন্ন ঘাটে ভক্তদের ভিড় দেখা যায়। ঢাক-ঢোল, শঙ্খধ্বনি আর উলুধ্বনিতে মুখর হয়ে ওঠে নদীতীর। (1002, 656, 1170, 702)
divider (813, 513, 1170, 514)
dateline-text: মুলাদী প্রতিনিধি (333, 1220, 381, 1230)
paragraph: এদিকে খোলাবাজারে বোতলজাত করে তেল বিক্রি হচ্ছে চড়া দামে। সরকারি নির্ধারিত মূল্যের চেয়ে লিটারপ্রতি ১৫ থেকে ২৫ টাকা বেশি নেয়া হচ্ছে বলে অভিযোগ করেছেন ক্রেতারা। (813, 674, 995, 708)
paragraph: শায়েস্তাগঞ্জ থানার ভারপ্রাপ্ত কর্মকর্তা জানান, লাশ ময়নাতদন্তের জন্য হবিগঞ্জ জেলা সদর হাসপাতাল মর্গে পাঠানো হয়েছে। এ ঘটনায় অপমৃত্যুর মামলা দায়ের করা হয়েছে। (652, 285, 797, 331)
bullet-icon (10, 447, 14, 451)
paragraph: পুলিশ জানায়, সিসি ক্যামেরার ফুটেজ সংগ্রহ ও জিজ্ঞাসাবাদ করে চক্রের বাকি সদস্যদের শনাক্তে কাজ চলছে। ইতোমধ্যে দুইজনকে সন্দেহভাজন হিসেবে নজরদারিতে রাখা হয়েছে। (512, 519, 637, 577)
paragraph: নিরাপত্তার জন্য পুলিশ, আনসার ও স্বেচ্ছাসেবকরা দায়িত্ব পালন করেন। নদে নিরাপত্তা নিশ্চিত করতে ডুবুরি দল ও স্পিডবোট প্রস্তুত রাখা হয়। (1002, 781, 1170, 815)
paragraph: জেলা শহরের ঝুলন্ত সেতু, পলওয়েল পার্ক, রাজবন বিহার, সুবলং ঝরনা ও কাপ্তাই হ্রদে নৌভ্রমণে ছিল উপচে পড়া ভিড়। অধিকাংশ হোটেলের শতভাগ কক্ষ আগেই বুকিং হয়ে যায়। (813, 1294, 987, 1339)
dateline-text: মতলব উত্তর (চাঁদপুর) সংবাদদাতা (17, 737, 120, 747)
dateline-text: মিরসরাই (চট্টগ্রাম) সংবাদদাতা (519, 1201, 611, 1211)
rangamati-headline-line1: ঈদে রাঙ্গামাটিতে পর্যটন বাণিজ্যে রেকর্ড (826, 1172, 1157, 1198)
paragraph: সহায়তা বিতরণ অনুষ্ঠানে প্রধান অতিথি ছিলেন উপজেলা কৃষক দলের আহ্বায়ক নুরুল আমিন। এনামুল হোসেনের হাতে এই সহায়তা তুলে দেন উপজেলা কৃষকদলের আহ্বায়ক ও ইউনিয়ন ছাত্রদলের সাবেক সাধারণ সম্পাদক আশরাফ উদ্দিন। (512, 1365, 637, 1435)
paragraph: আহতদের উদ্ধার করে রাজাপুর উপজেলা স্বাস্থ্য কমপ্লেক্সে ভর্তি করা হয়েছে। একজনের অবস্থা গুরুতর হওয়ায় তাকে বরিশাল শেরে বাংলা মেডিক্যাল কলেজ হাসপাতালে পাঠানো হয়েছে। (512, 921, 637, 979)
paragraph: মিয়া ঘটনাস্থলে এসে তার পরিচয় নিশ্চিত করেন। এ সময় পুলিশকে সহযোগিতা করেন স্থানীয় ইউপি মেম্বার ময়না মিয়া ও মির্জাটুলা গ্রামের সাবেক ইউপি মেম্বার মো: মিয়াসহ স্থানীয় লোকজন। লাশ ময়নাতদন্তের জন্য হবিগঞ্জ জেলা সদর হাসপাতাল মর্গে প্রেরণ করে। (512, 581, 637, 663)
paragraph: উপজেলা নির্বাহী কর্মকর্তা জানান, বিষয়টি খতিয়ে দেখা হচ্ছে। অতিরিক্ত দামে তেল বিক্রি করলে ভ্রাম্যমাণ আদালতের মাধ্যমে ব্যবস্থা নেয়া হবে বলে তিনি জানান। (813, 850, 995, 883)
hailstorm-dateline (813, 115, 1170, 128)
jashore-banner (10, 1502, 495, 1548)
